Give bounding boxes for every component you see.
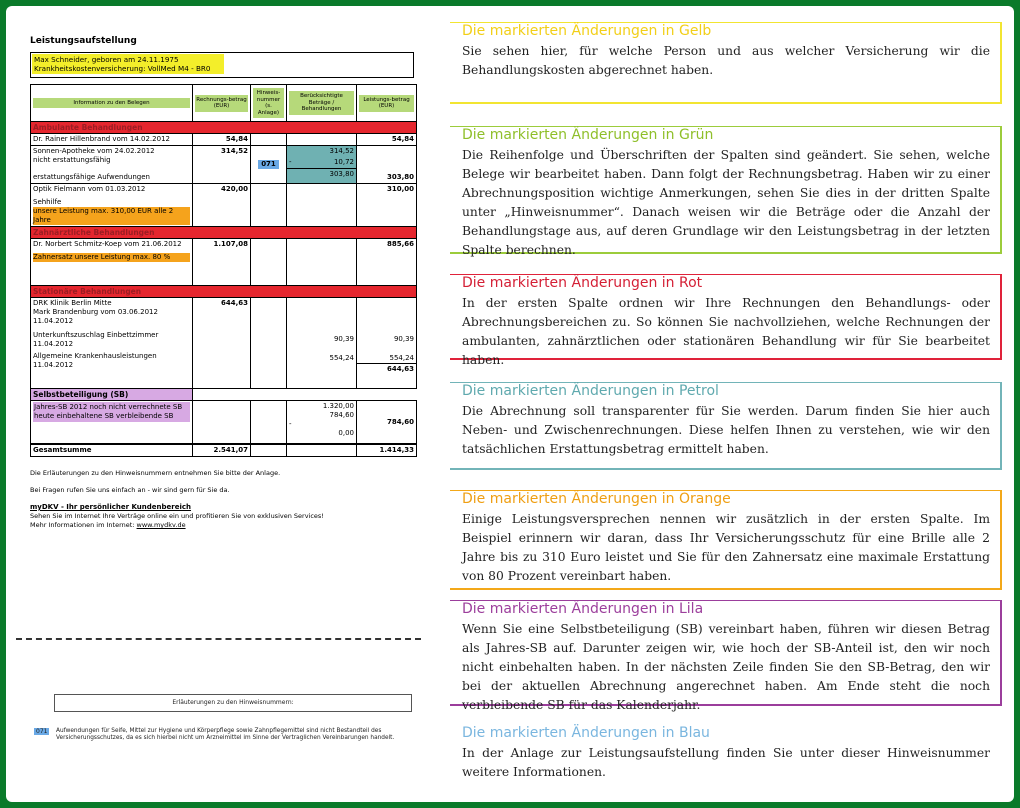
box-text: Sie sehen hier, für welche Person und aus welcher Versicherung wir die Behandlungskosten abgerechnet haben.: [462, 44, 990, 77]
orange-note: Zahnersatz unsere Leistung max. 80 %: [33, 253, 190, 262]
table-row: Dr. Rainer Hillenbrand vom 14.02.2012 54,84 54,84: [31, 134, 417, 146]
box-orange: [450, 490, 1002, 590]
section-zahn: Zahnärztliche Behandlungen: [31, 227, 417, 239]
header-info: Information zu den Belegen: [31, 85, 193, 122]
person-highlight: [32, 54, 224, 74]
section-ambulant: Ambulante Behandlungen: [31, 122, 417, 134]
box-title: Die markierten Änderungen in Lila: [462, 601, 704, 617]
annex-note: [34, 728, 404, 742]
table-header-row: [31, 85, 417, 122]
lila-note: Jahres-SB 2012 noch nicht verrechnete SB heute einbehaltene SB verbleibende SB: [33, 402, 190, 422]
box-title: Die markierten Änderungen in Grün: [462, 127, 714, 143]
box-lila: [450, 600, 1002, 712]
box-petrol: [450, 382, 1002, 470]
box-text: Einige Leistungsversprechen nennen wir zusätzlich in der ersten Spalte. Im Beispiel erinnern wir daran, dass Ihr Versicherungsschutz für eine Brille alle 2 Jahre bis zu 310 Euro leistet und Sie für den Zahnersatz eine maximale Erstattung von 80 Prozent vereinbart haben.: [462, 512, 990, 583]
note-text: Aufwendungen für Seife, Mittel zur Hygiene und Körperpflege sowie Zahnpflegemittel sind nicht Bestandteil des Versicherungsschutzes, da es sich hierbei nicht um Arzneimittel im Sinne der Vertraglichen Vereinbarungen handelt.: [56, 728, 395, 741]
statement-document: [30, 36, 422, 538]
section-sb: Selbstbeteiligung (SB): [31, 389, 417, 401]
orange-note: unsere Leistung max. 310,00 EUR alle 2 Jahre: [33, 207, 190, 225]
annex-box: Erläuterungen zu den Hinweisnummern:: [54, 694, 412, 712]
mydkv-link[interactable]: www.mydkv.de: [136, 521, 186, 529]
statement-title: Leistungsaufstellung: [30, 36, 137, 46]
statement-footer: Die Erläuterungen zu den Hinweisnummern entnehmen Sie bitte der Anlage. Bei Fragen rufen Sie uns einfach an - wir sind gern für Sie da. myDKV - Ihr persönlicher Kundenbereich Sehen Sie im Internet Ihre Verträge online ein und profitieren Sie von exklusiven Services! Mehr Informationen im Internet: www.mydkv.de: [30, 469, 324, 529]
header-rechnung: Rechnungs-betrag (EUR): [193, 85, 251, 122]
person-name: Max Schneider, geboren am 24.11.1975: [34, 55, 179, 64]
insurance-name: Krankheitskostenversicherung: VollMed M4 - BR0: [34, 64, 211, 73]
box-title: Die markierten Änderungen in Orange: [462, 491, 731, 507]
hinweis-code: 071: [258, 160, 279, 169]
box-title: Die markierten Änderungen in Blau: [462, 725, 710, 741]
person-box: [30, 52, 414, 78]
cut-line: [16, 638, 421, 640]
box-gruen: [450, 126, 1002, 257]
note-code: 071: [36, 728, 48, 735]
box-blau: [450, 724, 1002, 794]
box-text: Wenn Sie eine Selbstbeteiligung (SB) vereinbart haben, führen wir diesen Betrag als Jahres-SB auf. Darunter zeigen wir, wie hoch der SB-Anteil ist, den wir noch nicht einbehalten haben. In der nächsten Zeile finden Sie den SB-Betrag, den wir bei der aktuellen Abrechnung angerechnet haben. Am Ende steht die noch verbleibende SB für das Kalenderjahr.: [462, 622, 990, 712]
table-row: Sonnen-Apotheke vom 24.02.2012 nicht erstattungsfähig erstattungsfähige Aufwendungen 314,52 071 314,52 - 10,72 303,80 303,80: [31, 146, 417, 184]
header-beruecksichtigt: Berücksichtigte Beträge / Behandlungen: [287, 85, 357, 122]
box-text: In der ersten Spalte ordnen wir Ihre Rechnungen den Behandlungs- oder Abrechnungsbereichen zu. So können Sie nachvollziehen, welche Rechnungen der ambulanten, zahnärztlichen oder stationären Behandlung wir für Sie bearbeitet haben.: [462, 296, 990, 367]
statement-table: [30, 84, 417, 457]
box-text: Die Reihenfolge und Überschriften der Spalten sind geändert. Sie sehen, welche Belege wir bearbeitet haben. Dann folgt der Rechnungsbetrag. Haben wir zu einer Abrechnungsposition wichtige Anmerkungen, sehen Sie dies in der dritten Spalte unter „Hinweisnummer“. Danach weisen wir die Beträge oder die Anzahl der Behandlungstage aus, auf deren Grundlage wir den Leistungsbetrag in der letzten Spalte berechnen.: [462, 148, 990, 257]
table-row: Jahres-SB 2012 noch nicht verrechnete SB heute einbehaltene SB verbleibende SB 1.320,00 784,60 - 0,00 784,60: [31, 401, 417, 445]
table-row: Dr. Norbert Schmitz-Koep vom 21.06.2012 Zahnersatz unsere Leistung max. 80 % 1.107,08 885,66: [31, 239, 417, 286]
section-stationaer: Stationäre Behandlungen: [31, 286, 417, 298]
box-title: Die markierten Änderungen in Rot: [462, 275, 703, 291]
table-row: Optik Fielmann vom 01.03.2012 Sehhilfe unsere Leistung max. 310,00 EUR alle 2 Jahre 420,00 310,00: [31, 184, 417, 227]
petrol-calc: 314,52 - 10,72 303,80: [287, 146, 357, 184]
header-hinweis: Hinweis-nummer (s. Anlage): [251, 85, 287, 122]
box-title: Die markierten Änderungen in Petrol: [462, 383, 719, 399]
box-text: Die Abrechnung soll transparenter für Sie werden. Darum finden Sie hier auch Neben- und Zwischenrechnungen. Diese helfen Ihnen zu verstehen, wie wir den tatsächlichen Erstattungsbetrag ermittelt haben.: [462, 404, 990, 456]
header-leistung: Leistungs-betrag (EUR): [357, 85, 417, 122]
box-rot: [450, 274, 1002, 367]
page: [6, 6, 1014, 802]
box-gelb: [450, 22, 1002, 104]
box-text: In der Anlage zur Leistungsaufstellung finden Sie unter dieser Hinweisnummer weitere Informationen.: [462, 746, 990, 779]
box-title: Die markierten Änderungen in Gelb: [462, 23, 712, 39]
total-row: Gesamtsumme 2.541,07 1.414,33: [31, 444, 417, 457]
table-row: DRK Klinik Berlin Mitte Mark Brandenburg vom 03.06.2012 11.04.2012 Unterkunftszuschlag Einbettzimmer 11.04.2012 Allgemeine Krankenhausleistungen 11.04.2012 644,63 90,39 554,24 90,39 554,24 644,63: [31, 298, 417, 389]
